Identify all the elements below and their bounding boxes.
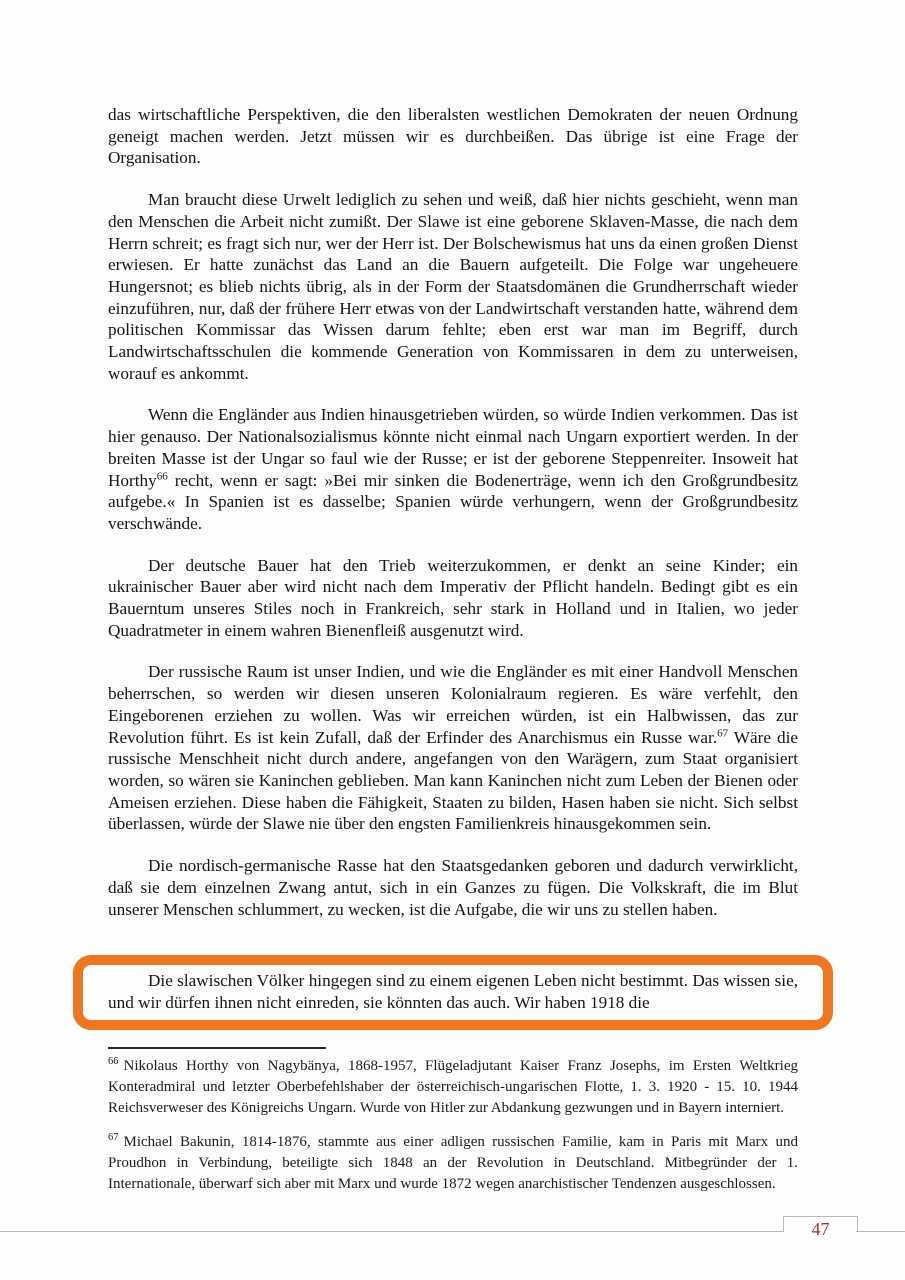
paragraph: Der deutsche Bauer hat den Trieb weiterzukommen, er denkt an seine Kinder; ein ukrainischer Bauer aber wird nicht nach dem Imperativ der Pflicht handeln. Bedingt gibt es ein Bauerntum unseres Stiles noch in Frankreich, sehr stark in Holland und in Italien, wo jeder Quadratmeter in einem wahren Bienenfleiß ausgenutzt wird. xyxy=(108,555,798,640)
paragraph-continuation: das wirtschaftliche Perspektiven, die den liberalsten westlichen Demokraten der neuen Ordnung geneigt machen werden. Jetzt müssen wir es durchbeißen. Das übrige ist eine Frage der Organisation. xyxy=(108,105,798,168)
highlighted-paragraph: Die slawischen Völker hingegen sind zu einem eigenen Leben nicht bestimmt. Das wissen sie, und wir dürfen ihnen nicht einreden, sie könnten das auch. Wir haben 1918 die xyxy=(108,971,798,1012)
footnote-marker: 67 xyxy=(108,1132,119,1143)
footnote-ref-67: 67 xyxy=(717,726,729,739)
page-number-tab xyxy=(783,1216,858,1239)
page-number: 47 xyxy=(811,1219,830,1239)
page-footer xyxy=(0,1216,905,1266)
paragraph-text: Wäre die russische Menschheit nicht durch andere, angefangen von den Warägern, zum Staat organisiert worden, so wären sie Kaninchen geblieben. Man kann Kaninchen nicht zum Leben der Bienen oder Ameisen erziehen. Diese haben die Fähigkeit, Staaten zu bilden, Hasen haben sie nicht. Sich selbst überlassen, würde der Slawe nie über den engsten Familienkreis hinausgekommen sein. xyxy=(108,727,798,834)
footnote-67 xyxy=(108,1132,798,1195)
paragraph xyxy=(108,404,798,534)
footnote-text: Nikolaus Horthy von Nagybänya, 1868-1957, Flügeladjutant Kaiser Franz Josephs, im Ersten Weltkrieg Konteradmiral und letzter Oberbefehlshaber der österreichisch-ungarischen Flotte, 1. 3. 1920 - 15. 10. 1944 Reichsverweser des Königreichs Ungarn. Wurde von Hitler zur Abdankung gezwungen und in Bayern interniert. xyxy=(108,1058,798,1116)
footer-rule-left xyxy=(0,1231,783,1232)
paragraph: Die nordisch-germanische Rasse hat den Staatsgedanken geboren und dadurch verwirklicht, daß sie dem einzelnen Zwang antut, sich in ein Ganzes zu fügen. Die Volkskraft, die im Blut unserer Menschen schlummert, zu wecken, ist die Aufgabe, die wir uns zu stellen haben. xyxy=(108,856,798,919)
footnotes-section xyxy=(108,1056,798,1208)
paragraph xyxy=(108,661,798,835)
highlight-annotation-box xyxy=(73,955,833,1030)
footnote-text: Michael Bakunin, 1814-1876, stammte aus einer adligen russischen Familie, kam in Paris mit Marx und Proudhon in Verbindung, beteiligte sich 1848 an der Revolution in Deutschland. Mitbegründer der 1. Internationale, überwarf sich aber mit Marx und wurde 1872 wegen anarchistischer Tendenzen ausgeschlossen. xyxy=(108,1134,798,1192)
paragraph-text: Wenn die Engländer aus Indien hinausgetrieben würden, so würde Indien verkommen. Das ist hier genauso. Der Nationalsozialismus könnte nicht einmal nach Ungarn exportiert werden. In der breiten Masse ist der Ungar so faul wie der Russe; er ist der geborene Steppenreiter. Insoweit hat Horthy xyxy=(108,405,798,490)
paragraph: Man braucht diese Urwelt lediglich zu sehen und weiß, daß hier nichts geschieht, wenn man den Menschen die Arbeit nicht zumißt. Der Slawe ist eine geborene Sklaven-Masse, die nach dem Herrn schreit; es fragt sich nur, wer der Herr ist. Der Bolschewismus hat uns da einen großen Dienst erwiesen. Er hatte zunächst das Land an die Bauern aufgeteilt. Die Folge war ungeheuere Hungersnot; es blieb nichts übrig, als in der Form der Staatsdomänen die Grundherrschaft wieder einzuführen, nur, daß der frühere Herr etwas von der Landwirtschaft verstanden hatte, während dem politischen Kommissar das Wissen darum fehlte; eben erst war man im Begriff, durch Landwirtschaftsschulen die kommende Generation von Kommissaren in dem zu unterweisen, worauf es ankommt. xyxy=(108,190,798,383)
body-text-column xyxy=(108,104,798,940)
footnote-66 xyxy=(108,1056,798,1119)
footnote-ref-66: 66 xyxy=(156,469,168,482)
footer-rule-right xyxy=(856,1231,905,1232)
footnote-marker: 66 xyxy=(108,1056,119,1067)
paragraph-text: recht, wenn er sagt: »Bei mir sinken die Bodenerträge, wenn ich den Großgrundbesitz aufgebe.« In Spanien ist es dasselbe; Spanien würde verhungern, wenn der Großgrundbesitz verschwände. xyxy=(108,470,798,533)
footnote-separator xyxy=(108,1047,326,1049)
paragraph-text: Der russische Raum ist unser Indien, und wie die Engländer es mit einer Handvoll Menschen beherrschen, so werden wir diesen unseren Kolonialraum regieren. Es wäre verfehlt, den Eingeborenen erziehen zu wollen. Was wir erreichen würden, ist ein Halbwissen, das zur Revolution führt. Es ist kein Zufall, daß der Erfinder des Anarchismus ein Russe war. xyxy=(108,662,798,747)
